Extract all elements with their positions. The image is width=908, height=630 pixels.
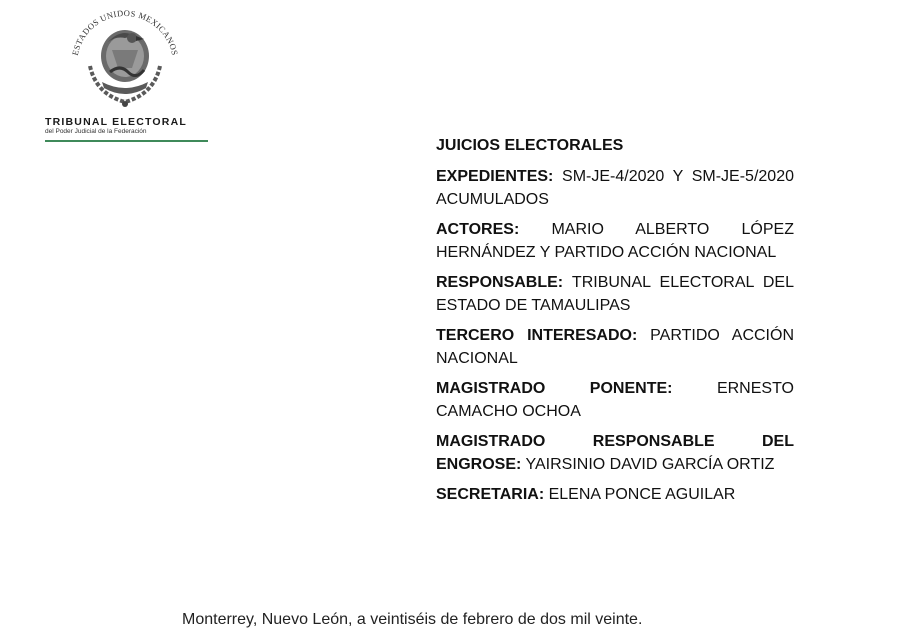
case-field-tercero: [436, 324, 794, 370]
case-field-responsable: [436, 271, 794, 317]
field-label: MAGISTRADO PONENTE:: [436, 380, 673, 397]
institution-name: TRIBUNAL ELECTORAL: [45, 116, 187, 128]
case-field-actores: [436, 218, 794, 264]
field-value: MARIO ALBERTO LÓPEZ HERNÁNDEZ Y PARTIDO ACCIÓN NACIONAL: [436, 221, 794, 261]
field-value: ERNESTO CAMACHO OCHOA: [436, 380, 794, 420]
field-value: SM-JE-4/2020 Y SM-JE-5/2020 ACUMULADOS: [436, 168, 794, 208]
case-field-ponente: [436, 377, 794, 423]
body-first-line: Monterrey, Nuevo León, a veintiséis de febrero de dos mil veinte.: [182, 611, 643, 628]
case-caption: [436, 134, 794, 513]
field-label: TERCERO INTERESADO:: [436, 327, 638, 344]
header-divider: [45, 140, 208, 142]
case-title: JUICIOS ELECTORALES: [436, 137, 624, 154]
seal-ring-text: ESTADOS UNIDOS MEXICANOS: [69, 7, 181, 57]
field-value: TRIBUNAL ELECTORAL DEL ESTADO DE TAMAULIPAS: [436, 274, 794, 314]
case-field-expedientes: [436, 165, 794, 211]
coat-of-arms-icon: [62, 6, 188, 110]
field-label: SECRETARIA:: [436, 486, 545, 503]
institution-subtitle: del Poder Judicial de la Federación: [45, 128, 147, 135]
field-label: MAGISTRADO RESPONSABLE DEL ENGROSE:: [436, 433, 794, 473]
field-label: RESPONSABLE:: [436, 274, 564, 291]
field-value: PARTIDO ACCIÓN NACIONAL: [436, 327, 795, 367]
case-field-secretaria: [436, 483, 794, 506]
field-label: EXPEDIENTES:: [436, 168, 554, 185]
field-value: YAIRSINIO DAVID GARCÍA ORTIZ: [525, 456, 775, 473]
case-field-engrose: [436, 430, 794, 476]
field-value: ELENA PONCE AGUILAR: [548, 486, 736, 503]
field-label: ACTORES:: [436, 221, 520, 238]
